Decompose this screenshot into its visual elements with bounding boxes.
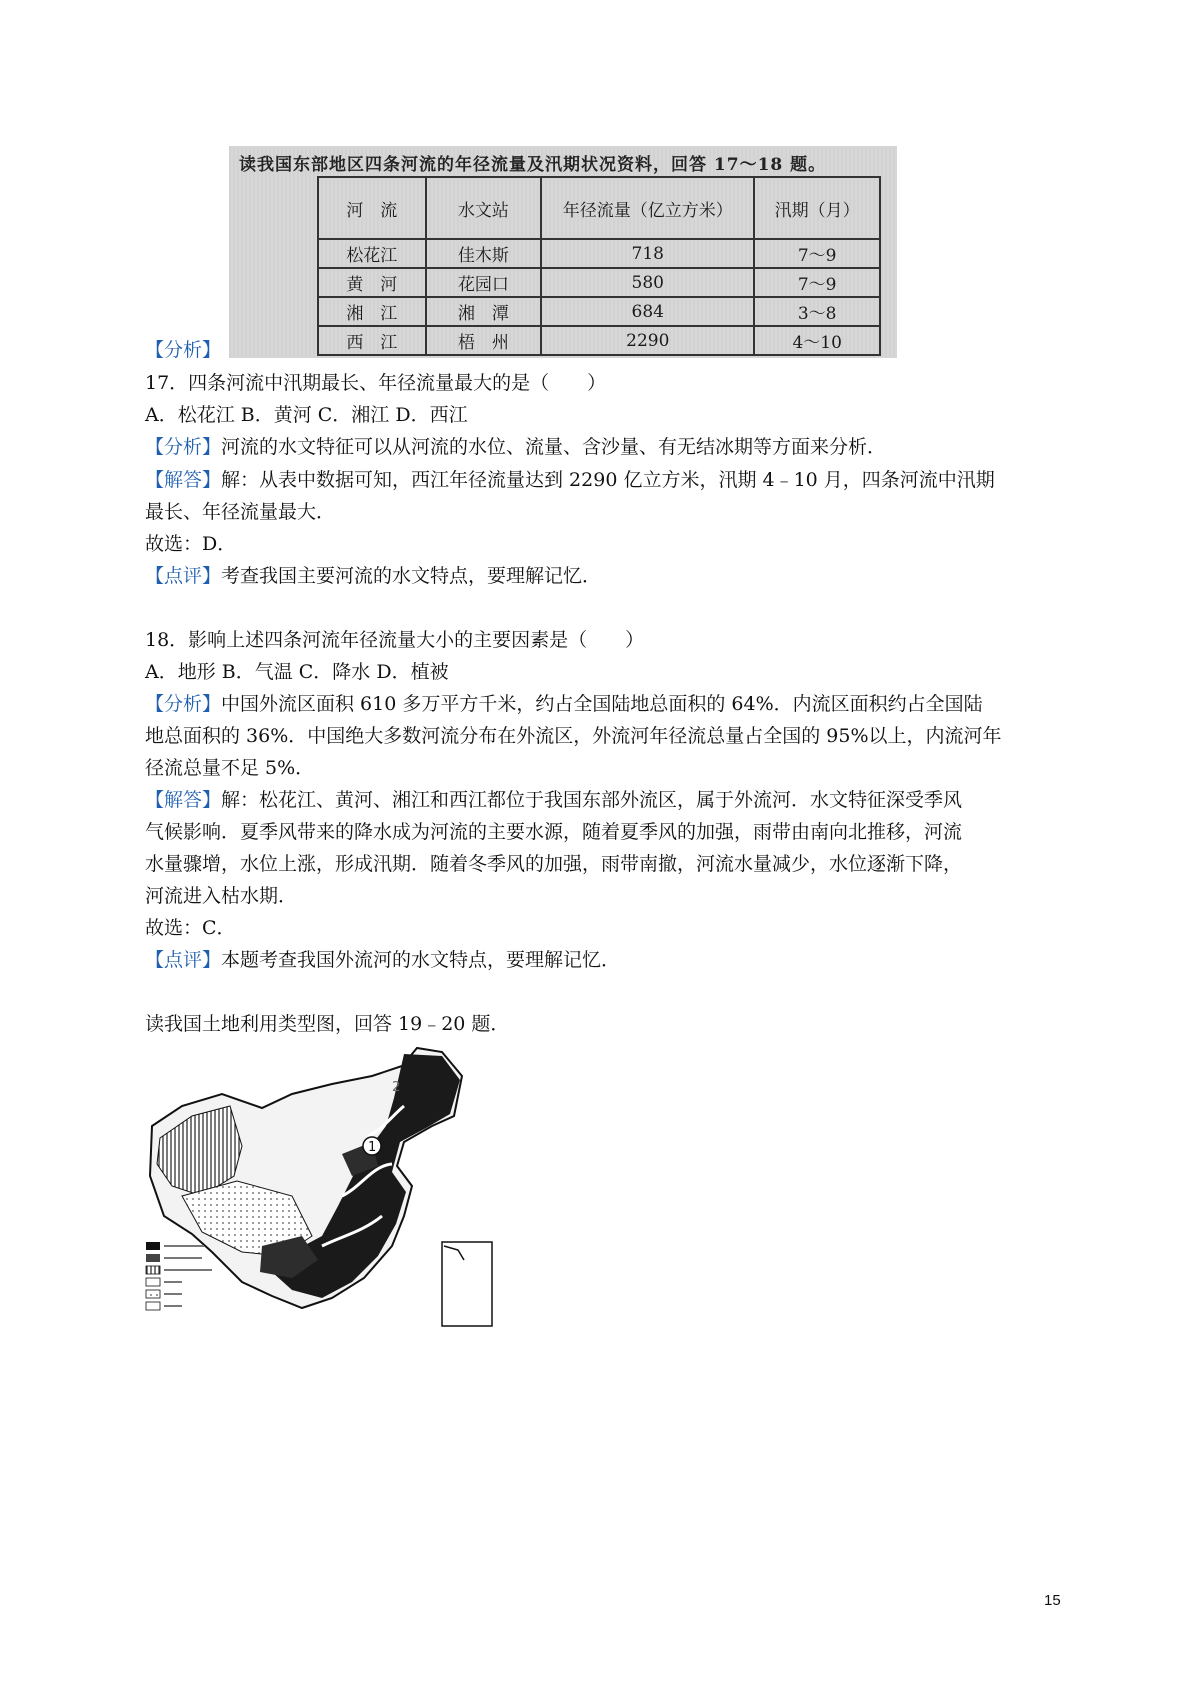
comment-tag: 【点评】 [145,949,222,971]
q17-answer-cont: 最长、年径流量最大． [145,501,336,523]
q18-analysis-cont: 地总面积的 36%．中国绝大多数河流分布在外流区，外流河年径流总量占全国的 95%以上，内流河年 [145,725,1002,747]
q17-comment [145,561,601,591]
q18-analysis [145,689,983,719]
q17-comment-text: 考查我国主要河流的水文特点，要理解记忆． [221,565,602,587]
table-cell: 花园口 [426,268,542,297]
table-cell: 3～8 [754,297,880,326]
intro-19-20: 读我国土地利用类型图，回答 19﹣20 题． [145,1013,510,1035]
q17-choice: 故选：D． [145,533,237,555]
table-cell: 佳木斯 [426,239,542,268]
q18-comment-text: 本题考查我国外流河的水文特点，要理解记忆． [221,949,621,971]
table-cell: 湘 潭 [426,297,542,326]
q18-analysis-text: 中国外流区面积 610 多万平方千米，约占全国陆地总面积的 64%．内流区面积约占全国陆 [221,693,983,715]
table-cell: 580 [541,268,754,297]
q18-answer-cont: 气候影响．夏季风带来的降水成为河流的主要水源，随着夏季风的加强，雨带由南向北推移，河流 [145,821,963,843]
table-cell: 7～9 [754,268,880,297]
q17-analysis-text: 河流的水文特征可以从河流的水位、流量、含沙量、有无结冰期等方面来分析． [221,436,887,458]
q18-analysis-cont2: 径流总量不足 5%． [145,757,315,779]
answer-tag: 【解答】 [145,789,222,811]
q18-choice: 故选：C． [145,917,236,939]
river-data-table [317,176,881,356]
answer-tag: 【解答】 [145,469,222,491]
china-land-use-map [142,1046,502,1334]
q17-options: A．松花江 B．黄河 C．湘江 D．西江 [145,404,468,426]
comment-tag: 【点评】 [145,565,222,587]
q18-options: A．地形 B．气温 C．降水 D．植被 [145,661,449,683]
table-row [318,239,880,268]
analysis-tag-top [145,335,221,365]
page-number: 15 [1044,1592,1061,1609]
scanned-table-image [229,146,897,358]
table-cell: 松花江 [318,239,426,268]
table-cell: 黄 河 [318,268,426,297]
table-row [318,268,880,297]
analysis-tag: 【分析】 [145,436,222,458]
q18-answer-text: 解：松花江、黄河、湘江和西江都位于我国东部外流区，属于外流河．水文特征深受季风 [221,789,963,811]
scan-caption: 读我国东部地区四条河流的年径流量及汛期状况资料，回答 17～18 题。 [239,155,827,175]
table-cell: 4～10 [754,326,880,355]
q18-stem: 18．影响上述四条河流年径流量大小的主要因素是（ ） [145,629,645,651]
q18-answer-cont3: 河流进入枯水期． [145,885,298,907]
map-legend [146,1242,212,1310]
table-cell: 7～9 [754,239,880,268]
table-cell: 2290 [541,326,754,355]
header-cell: 年径流量（亿立方米） [541,177,754,239]
map-marker-1-label: 1 [368,1140,377,1155]
header-cell: 水文站 [426,177,542,239]
analysis-tag: 【分析】 [145,693,222,715]
table-row [318,297,880,326]
q18-answer-cont2: 水量骤增，水位上涨，形成汛期．随着冬季风的加强，雨带南撤，河流水量减少，水位逐渐下降， [145,853,963,875]
table-cell: 718 [541,239,754,268]
table-cell: 684 [541,297,754,326]
q17-answer-text: 解：从表中数据可知，西江年径流量达到 2290 亿立方米，汛期 4﹣10 月，四条河流中汛期 [221,469,995,491]
table-cell: 梧 州 [426,326,542,355]
table-cell: 西 江 [318,326,426,355]
q17-stem: 17．四条河流中汛期最长、年径流量最大的是（ ） [145,372,607,394]
map-inset-box [442,1242,492,1326]
header-cell: 河 流 [318,177,426,239]
table-header-row [318,177,880,239]
map-marker-2-label: 2 [392,1080,401,1095]
q17-answer [145,465,995,495]
header-cell: 汛期（月） [754,177,880,239]
analysis-tag: 【分析】 [145,339,222,361]
q18-answer [145,785,962,815]
table-cell: 湘 江 [318,297,426,326]
q18-comment [145,945,620,975]
q17-analysis [145,432,886,462]
table-row [318,326,880,355]
